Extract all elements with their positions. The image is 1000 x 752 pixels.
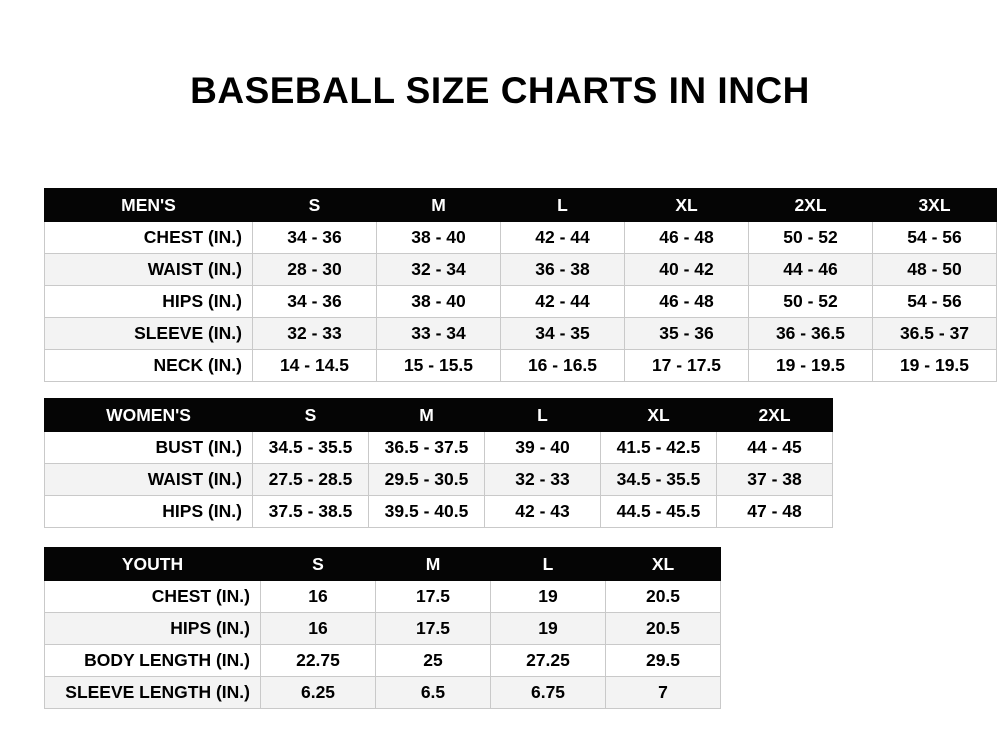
cell: 39 - 40 bbox=[485, 432, 601, 464]
cell: 38 - 40 bbox=[377, 286, 501, 318]
cell: 32 - 33 bbox=[485, 464, 601, 496]
table-row bbox=[45, 613, 721, 645]
mens-header-3xl: 3XL bbox=[873, 189, 997, 222]
cell: 19 - 19.5 bbox=[749, 350, 873, 382]
page-title: BASEBALL SIZE CHARTS IN INCH bbox=[190, 70, 810, 111]
cell: 27.5 - 28.5 bbox=[253, 464, 369, 496]
womens-header-s: S bbox=[253, 399, 369, 432]
youth-header-xl: XL bbox=[606, 548, 721, 581]
cell: 33 - 34 bbox=[377, 318, 501, 350]
youth-table-header bbox=[45, 548, 721, 581]
row-label: CHEST (IN.) bbox=[45, 581, 261, 613]
row-label: HIPS (IN.) bbox=[45, 613, 261, 645]
cell: 16 bbox=[261, 581, 376, 613]
cell: 17.5 bbox=[376, 581, 491, 613]
womens-table-body bbox=[45, 432, 833, 528]
table-header-row bbox=[45, 189, 997, 222]
row-label: SLEEVE LENGTH (IN.) bbox=[45, 677, 261, 709]
cell: 16 bbox=[261, 613, 376, 645]
row-label: CHEST (IN.) bbox=[45, 222, 253, 254]
table-header-row bbox=[45, 548, 721, 581]
cell: 46 - 48 bbox=[625, 286, 749, 318]
cell: 36 - 36.5 bbox=[749, 318, 873, 350]
cell: 36.5 - 37.5 bbox=[369, 432, 485, 464]
cell: 19 - 19.5 bbox=[873, 350, 997, 382]
cell: 42 - 44 bbox=[501, 222, 625, 254]
womens-header-title: WOMEN'S bbox=[45, 399, 253, 432]
mens-table-header bbox=[45, 189, 997, 222]
row-label: HIPS (IN.) bbox=[45, 496, 253, 528]
youth-size-table bbox=[44, 547, 721, 709]
row-label: NECK (IN.) bbox=[45, 350, 253, 382]
cell: 34.5 - 35.5 bbox=[601, 464, 717, 496]
row-label: BUST (IN.) bbox=[45, 432, 253, 464]
table-row bbox=[45, 645, 721, 677]
cell: 27.25 bbox=[491, 645, 606, 677]
row-label: BODY LENGTH (IN.) bbox=[45, 645, 261, 677]
cell: 16 - 16.5 bbox=[501, 350, 625, 382]
cell: 50 - 52 bbox=[749, 286, 873, 318]
row-label: HIPS (IN.) bbox=[45, 286, 253, 318]
table-row bbox=[45, 350, 997, 382]
womens-header-xl: XL bbox=[601, 399, 717, 432]
cell: 29.5 - 30.5 bbox=[369, 464, 485, 496]
cell: 50 - 52 bbox=[749, 222, 873, 254]
table-row bbox=[45, 254, 997, 286]
mens-header-title: MEN'S bbox=[45, 189, 253, 222]
row-label: SLEEVE (IN.) bbox=[45, 318, 253, 350]
youth-table-body bbox=[45, 581, 721, 709]
table-header-row bbox=[45, 399, 833, 432]
table-row bbox=[45, 464, 833, 496]
cell: 32 - 34 bbox=[377, 254, 501, 286]
cell: 6.5 bbox=[376, 677, 491, 709]
mens-header-2xl: 2XL bbox=[749, 189, 873, 222]
womens-size-table bbox=[44, 398, 833, 528]
womens-header-m: M bbox=[369, 399, 485, 432]
cell: 37.5 - 38.5 bbox=[253, 496, 369, 528]
mens-header-xl: XL bbox=[625, 189, 749, 222]
table-row bbox=[45, 496, 833, 528]
cell: 20.5 bbox=[606, 613, 721, 645]
row-label: WAIST (IN.) bbox=[45, 254, 253, 286]
mens-size-table bbox=[44, 188, 997, 382]
cell: 34 - 36 bbox=[253, 222, 377, 254]
youth-header-title: YOUTH bbox=[45, 548, 261, 581]
cell: 34 - 36 bbox=[253, 286, 377, 318]
cell: 19 bbox=[491, 581, 606, 613]
cell: 7 bbox=[606, 677, 721, 709]
cell: 42 - 44 bbox=[501, 286, 625, 318]
table-row bbox=[45, 432, 833, 464]
cell: 20.5 bbox=[606, 581, 721, 613]
cell: 54 - 56 bbox=[873, 286, 997, 318]
cell: 44 - 46 bbox=[749, 254, 873, 286]
youth-header-l: L bbox=[491, 548, 606, 581]
table-row bbox=[45, 677, 721, 709]
cell: 54 - 56 bbox=[873, 222, 997, 254]
cell: 36 - 38 bbox=[501, 254, 625, 286]
row-label: WAIST (IN.) bbox=[45, 464, 253, 496]
cell: 34.5 - 35.5 bbox=[253, 432, 369, 464]
cell: 25 bbox=[376, 645, 491, 677]
mens-table-body bbox=[45, 222, 997, 382]
cell: 39.5 - 40.5 bbox=[369, 496, 485, 528]
cell: 37 - 38 bbox=[717, 464, 833, 496]
cell: 32 - 33 bbox=[253, 318, 377, 350]
mens-header-s: S bbox=[253, 189, 377, 222]
cell: 34 - 35 bbox=[501, 318, 625, 350]
cell: 17 - 17.5 bbox=[625, 350, 749, 382]
cell: 29.5 bbox=[606, 645, 721, 677]
cell: 35 - 36 bbox=[625, 318, 749, 350]
cell: 14 - 14.5 bbox=[253, 350, 377, 382]
youth-header-s: S bbox=[261, 548, 376, 581]
womens-header-l: L bbox=[485, 399, 601, 432]
cell: 48 - 50 bbox=[873, 254, 997, 286]
table-row bbox=[45, 581, 721, 613]
mens-header-m: M bbox=[377, 189, 501, 222]
mens-header-l: L bbox=[501, 189, 625, 222]
youth-header-m: M bbox=[376, 548, 491, 581]
cell: 19 bbox=[491, 613, 606, 645]
cell: 15 - 15.5 bbox=[377, 350, 501, 382]
cell: 36.5 - 37 bbox=[873, 318, 997, 350]
womens-header-2xl: 2XL bbox=[717, 399, 833, 432]
cell: 6.25 bbox=[261, 677, 376, 709]
cell: 40 - 42 bbox=[625, 254, 749, 286]
cell: 41.5 - 42.5 bbox=[601, 432, 717, 464]
table-row bbox=[45, 318, 997, 350]
womens-table-header bbox=[45, 399, 833, 432]
cell: 17.5 bbox=[376, 613, 491, 645]
cell: 47 - 48 bbox=[717, 496, 833, 528]
cell: 22.75 bbox=[261, 645, 376, 677]
table-row bbox=[45, 286, 997, 318]
cell: 6.75 bbox=[491, 677, 606, 709]
cell: 46 - 48 bbox=[625, 222, 749, 254]
table-row bbox=[45, 222, 997, 254]
cell: 44 - 45 bbox=[717, 432, 833, 464]
cell: 42 - 43 bbox=[485, 496, 601, 528]
cell: 38 - 40 bbox=[377, 222, 501, 254]
cell: 28 - 30 bbox=[253, 254, 377, 286]
cell: 44.5 - 45.5 bbox=[601, 496, 717, 528]
